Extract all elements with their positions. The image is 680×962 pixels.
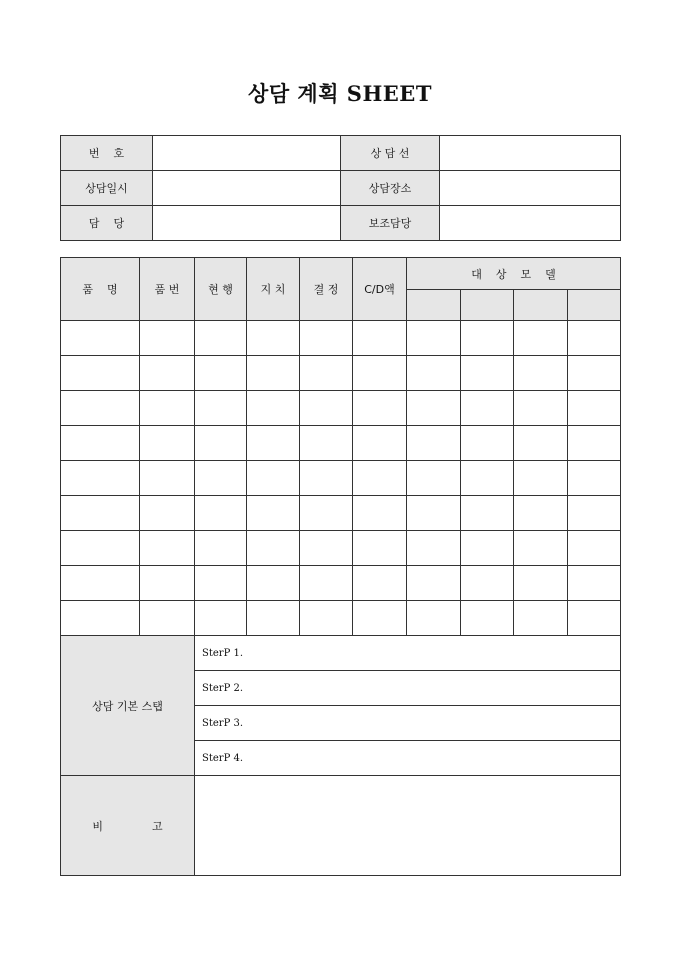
header-current: 현 행 (195, 258, 247, 321)
table-cell[interactable] (461, 531, 514, 566)
info-row-manager (61, 206, 621, 241)
table-cell[interactable] (353, 531, 407, 566)
target-model-cell-3[interactable] (514, 290, 568, 321)
table-cell[interactable] (514, 496, 568, 531)
table-cell[interactable] (195, 356, 247, 391)
table-cell[interactable] (568, 566, 621, 601)
table-cell[interactable] (568, 391, 621, 426)
table-cell[interactable] (353, 461, 407, 496)
table-cell[interactable] (61, 566, 140, 601)
datetime-label: 상담일시 (61, 171, 153, 206)
table-cell[interactable] (300, 566, 353, 601)
table-cell[interactable] (61, 496, 140, 531)
table-cell[interactable] (140, 566, 195, 601)
table-cell[interactable] (407, 601, 461, 636)
table-cell[interactable] (195, 601, 247, 636)
table-cell[interactable] (353, 426, 407, 461)
table-cell[interactable] (568, 426, 621, 461)
table-cell[interactable] (300, 461, 353, 496)
table-cell[interactable] (61, 531, 140, 566)
table-cell[interactable] (461, 601, 514, 636)
table-cell[interactable] (461, 461, 514, 496)
table-cell[interactable] (568, 321, 621, 356)
counterpart-label: 상 담 선 (341, 136, 440, 171)
table-row (61, 601, 621, 636)
table-cell[interactable] (195, 566, 247, 601)
table-cell[interactable] (353, 391, 407, 426)
table-cell[interactable] (407, 496, 461, 531)
location-label: 상담장소 (341, 171, 440, 206)
table-cell[interactable] (407, 461, 461, 496)
page-title: 상담 계획 SHEET (248, 81, 432, 106)
table-cell[interactable] (300, 356, 353, 391)
table-cell[interactable] (568, 496, 621, 531)
table-cell[interactable] (407, 356, 461, 391)
table-row (61, 391, 621, 426)
table-cell[interactable] (61, 321, 140, 356)
target-model-cell-1[interactable] (407, 290, 461, 321)
table-cell[interactable] (568, 461, 621, 496)
table-cell[interactable] (247, 496, 300, 531)
table-cell[interactable] (407, 566, 461, 601)
table-cell[interactable] (514, 321, 568, 356)
assistant-manager-field[interactable] (440, 206, 621, 241)
step-3[interactable]: SterP 3. (195, 706, 621, 741)
table-cell[interactable] (300, 601, 353, 636)
step-row-1 (61, 636, 621, 671)
table-row (61, 496, 621, 531)
table-row (61, 356, 621, 391)
table-cell[interactable] (247, 461, 300, 496)
table-cell[interactable] (247, 601, 300, 636)
table-cell[interactable] (514, 531, 568, 566)
table-cell[interactable] (407, 531, 461, 566)
remarks-row (61, 776, 621, 876)
table-cell[interactable] (140, 391, 195, 426)
table-cell[interactable] (568, 601, 621, 636)
table-cell[interactable] (461, 391, 514, 426)
table-cell[interactable] (300, 531, 353, 566)
table-row (61, 426, 621, 461)
table-cell[interactable] (195, 391, 247, 426)
table-cell[interactable] (353, 356, 407, 391)
table-cell[interactable] (61, 461, 140, 496)
counterpart-field[interactable] (440, 136, 621, 171)
remarks-label: 비 고 (61, 776, 195, 876)
header-product-name: 품 명 (61, 258, 140, 321)
table-cell[interactable] (247, 356, 300, 391)
table-cell[interactable] (61, 426, 140, 461)
manager-label: 담 당 (61, 206, 153, 241)
table-cell[interactable] (195, 321, 247, 356)
table-cell[interactable] (140, 496, 195, 531)
table-cell[interactable] (300, 496, 353, 531)
table-cell[interactable] (514, 461, 568, 496)
table-row (61, 531, 621, 566)
number-field[interactable] (153, 136, 341, 171)
table-cell[interactable] (140, 321, 195, 356)
target-model-cell-2[interactable] (461, 290, 514, 321)
table-cell[interactable] (61, 601, 140, 636)
step-4[interactable]: SterP 4. (195, 741, 621, 776)
table-cell[interactable] (140, 461, 195, 496)
number-label: 번 호 (61, 136, 153, 171)
table-cell[interactable] (300, 321, 353, 356)
table-cell[interactable] (568, 531, 621, 566)
table-cell[interactable] (461, 566, 514, 601)
assistant-manager-label: 보조담당 (341, 206, 440, 241)
table-cell[interactable] (195, 461, 247, 496)
table-cell[interactable] (195, 426, 247, 461)
header-measure: 지 치 (247, 258, 300, 321)
table-cell[interactable] (247, 391, 300, 426)
table-cell[interactable] (61, 391, 140, 426)
manager-field[interactable] (153, 206, 341, 241)
plan-table (60, 257, 621, 876)
table-row (61, 566, 621, 601)
table-cell[interactable] (353, 496, 407, 531)
table-cell[interactable] (514, 391, 568, 426)
target-model-cell-4[interactable] (568, 290, 621, 321)
table-cell[interactable] (195, 531, 247, 566)
table-cell[interactable] (353, 566, 407, 601)
table-cell[interactable] (140, 356, 195, 391)
table-cell[interactable] (461, 496, 514, 531)
table-cell[interactable] (407, 321, 461, 356)
step-1[interactable]: SterP 1. (195, 636, 621, 671)
basic-steps-label: 상담 기본 스탭 (61, 636, 195, 776)
table-cell[interactable] (247, 531, 300, 566)
location-field[interactable] (440, 171, 621, 206)
header-target-models: 대 상 모 델 (407, 258, 621, 290)
table-cell[interactable] (140, 531, 195, 566)
table-cell[interactable] (300, 426, 353, 461)
remarks-field[interactable] (195, 776, 621, 876)
table-cell[interactable] (407, 426, 461, 461)
table-cell[interactable] (247, 566, 300, 601)
table-cell[interactable] (247, 426, 300, 461)
table-cell[interactable] (61, 356, 140, 391)
table-cell[interactable] (353, 601, 407, 636)
table-cell[interactable] (514, 601, 568, 636)
table-cell[interactable] (195, 496, 247, 531)
table-cell[interactable] (140, 426, 195, 461)
info-row-number (61, 136, 621, 171)
table-cell[interactable] (353, 321, 407, 356)
table-cell[interactable] (568, 356, 621, 391)
info-table (60, 135, 621, 241)
table-cell[interactable] (514, 426, 568, 461)
table-row (61, 461, 621, 496)
table-row (61, 321, 621, 356)
table-cell[interactable] (300, 391, 353, 426)
info-row-datetime (61, 171, 621, 206)
header-decision: 결 정 (300, 258, 353, 321)
datetime-field[interactable] (153, 171, 341, 206)
table-cell[interactable] (514, 356, 568, 391)
header-row (61, 258, 621, 290)
table-cell[interactable] (461, 356, 514, 391)
table-cell[interactable] (461, 426, 514, 461)
step-2[interactable]: SterP 2. (195, 671, 621, 706)
table-cell[interactable] (514, 566, 568, 601)
table-cell[interactable] (140, 601, 195, 636)
table-cell[interactable] (407, 391, 461, 426)
header-product-number: 품 번 (140, 258, 195, 321)
header-cd-amount: C/D액 (353, 258, 407, 321)
table-cell[interactable] (247, 321, 300, 356)
table-cell[interactable] (461, 321, 514, 356)
